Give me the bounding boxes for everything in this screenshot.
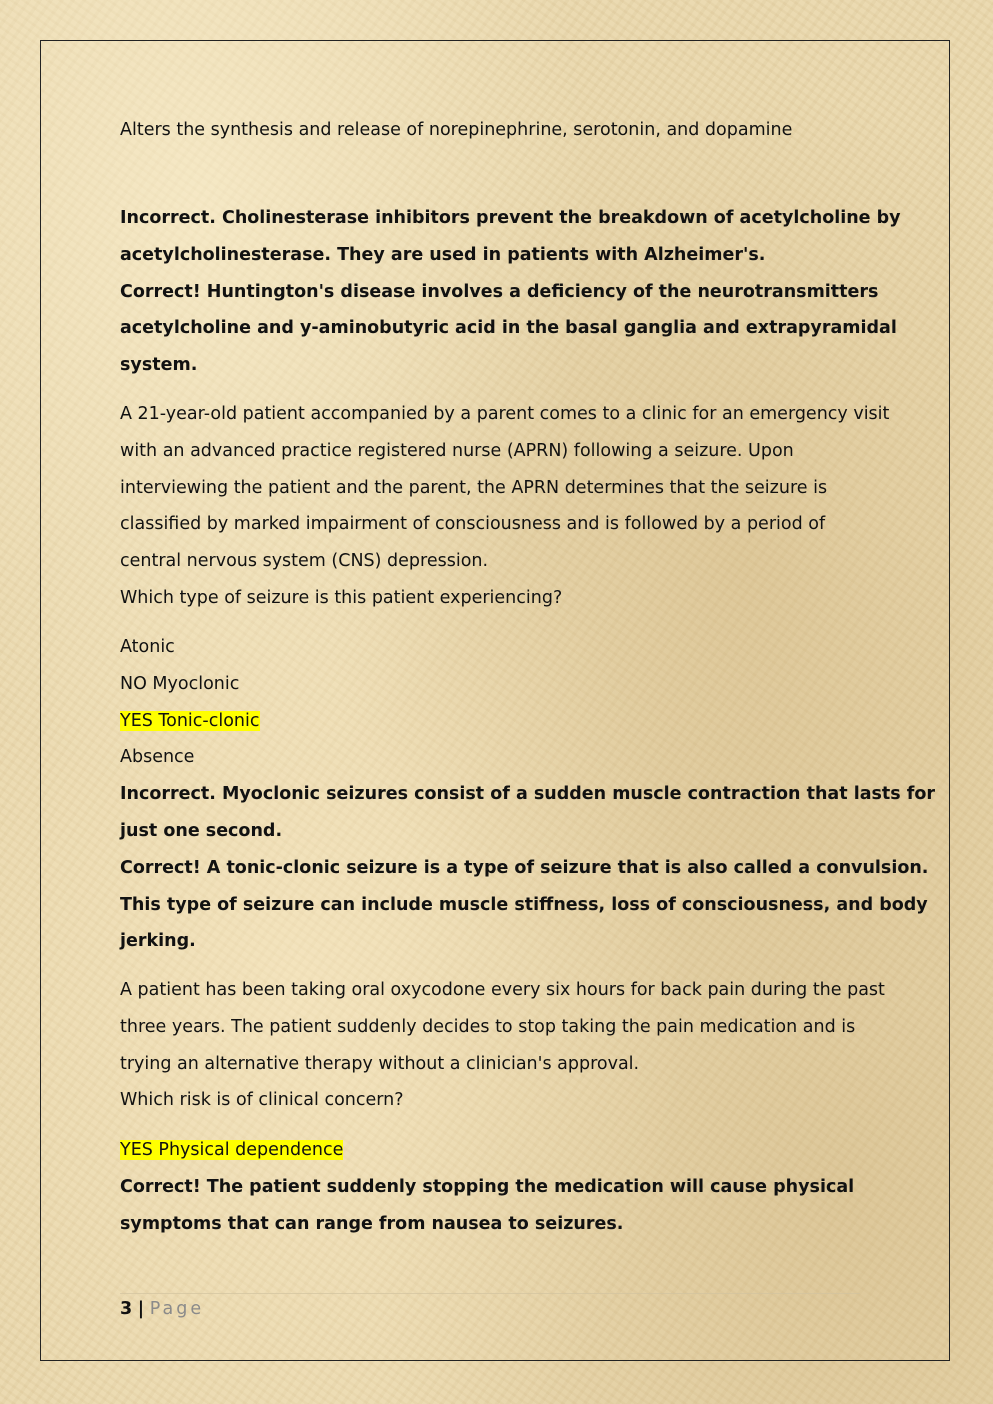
page-label: Page: [149, 1299, 205, 1319]
incorrect-feedback-line: Incorrect. Myoclonic seizures consist of a sudden muscle contraction that lasts for: [120, 784, 936, 805]
answer-option: NO Myoclonic: [120, 673, 240, 694]
answer-option-correct: [120, 703, 935, 740]
question-text-line: interviewing the patient and the parent, the APRN determines that the seizure is: [120, 477, 828, 498]
footer-separator: |: [137, 1299, 145, 1319]
question-prompt: Which type of seizure is this patient experiencing?: [120, 587, 563, 608]
highlighted-answer: YES Tonic-clonic: [120, 710, 260, 731]
incorrect-feedback-line: acetylcholinesterase. They are used in patients with Alzheimer's.: [120, 244, 766, 265]
correct-feedback-line: Correct! Huntington's disease involves a deficiency of the neurotransmitters: [120, 281, 879, 302]
answer-option-correct: [120, 1132, 854, 1169]
question-text-line: trying an alternative therapy without a clinician's approval.: [120, 1053, 640, 1074]
answer-option: Absence: [120, 747, 195, 768]
question-2-options: [120, 629, 935, 960]
correct-feedback-line: This type of seizure can include muscle stiffness, loss of consciousness, and body: [120, 894, 928, 915]
correct-feedback-line: Correct! A tonic-clonic seizure is a type of seizure that is also called a convulsion.: [120, 857, 929, 878]
answer-option: Atonic: [120, 637, 175, 657]
highlighted-answer: YES Physical dependence: [120, 1140, 344, 1160]
correct-feedback-line: symptoms that can range from nausea to seizures.: [120, 1213, 624, 1234]
question-prompt: Which risk is of clinical concern?: [120, 1090, 404, 1111]
feedback-block-1: [120, 200, 901, 384]
question-text-line: A 21-year-old patient accompanied by a parent comes to a clinic for an emergency visit: [120, 404, 890, 424]
intro-text: Alters the synthesis and release of norepinephrine, serotonin, and dopamine: [120, 120, 793, 140]
question-text-line: three years. The patient suddenly decides to stop taking the pain medication and is: [120, 1016, 856, 1037]
question-3-stem: [120, 972, 885, 1119]
incorrect-feedback-line: just one second.: [120, 820, 283, 841]
question-text-line: with an advanced practice registered nurse (APRN) following a seizure. Upon: [120, 440, 794, 461]
incorrect-feedback-line: Incorrect. Cholinesterase inhibitors prevent the breakdown of acetylcholine by: [120, 208, 901, 228]
question-text-line: A patient has been taking oral oxycodone every six hours for back pain during the past: [120, 980, 885, 1000]
question-3-answer: [120, 1132, 854, 1242]
correct-feedback-line: jerking.: [120, 931, 196, 952]
question-text-line: classified by marked impairment of consciousness and is followed by a period of: [120, 514, 826, 535]
page-footer: [120, 1293, 860, 1324]
correct-feedback-line: system.: [120, 355, 198, 376]
correct-feedback-line: Correct! The patient suddenly stopping the medication will cause physical: [120, 1176, 855, 1197]
correct-feedback-line: acetylcholine and y-aminobutyric acid in the basal ganglia and extrapyramidal: [120, 318, 897, 339]
question-2-stem: [120, 396, 889, 617]
page-number: 3: [120, 1299, 133, 1319]
question-text-line: central nervous system (CNS) depression.: [120, 551, 489, 572]
